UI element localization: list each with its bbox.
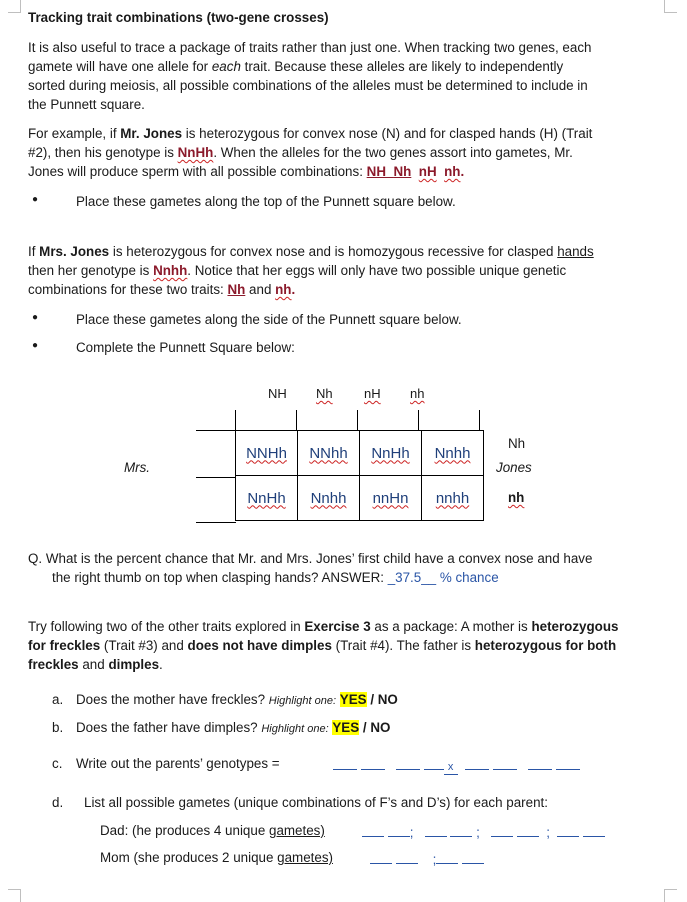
punnett-cell: NnHh <box>371 444 410 462</box>
example-line-1: For example, if Mr. Jones is heterozygous for convex nose (N) and for clasped hands (H) (Trait <box>28 126 593 141</box>
qa-d-label: d. <box>52 795 64 810</box>
grid-tick <box>357 410 358 430</box>
grid-line <box>196 430 236 431</box>
qa-a-text: Does the mother have freckles? Highlight one: YES / NO <box>76 692 398 707</box>
punnett-cell: nnhh <box>435 489 470 507</box>
punnett-cell: NNhh <box>309 444 348 462</box>
punnett-square <box>235 430 484 521</box>
bullet-dot-icon: ● <box>32 340 39 351</box>
cross-x: x <box>444 762 458 775</box>
mr-jones-genotype: NnHh <box>177 145 214 160</box>
punnett-cell: NNHh <box>246 444 287 462</box>
try-line-3: freckles and dimples. <box>28 657 163 672</box>
intro-line-1: It is also useful to trace a package of traits rather than just one. When tracking two genes, each <box>28 40 592 55</box>
qa-b-text: Does the father have dimples? Highlight one: YES / NO <box>76 720 391 735</box>
grid-line <box>196 477 236 478</box>
punnett-top-gamete: Nh <box>316 386 333 401</box>
qa-a-label: a. <box>52 692 64 707</box>
answer-value: _37.5__ <box>387 570 437 585</box>
corner-mark-bottom-right <box>664 889 677 902</box>
punnett-side-gamete: nh <box>508 490 525 505</box>
bullet-dot-icon: ● <box>32 194 39 205</box>
no-option[interactable]: NO <box>377 692 398 707</box>
grid-tick <box>235 410 236 430</box>
corner-mark-top-right <box>664 0 677 13</box>
try-line-2: for freckles (Trait #3) and does not have dimples (Trait #4). The father is heterozygous for both <box>28 638 617 653</box>
punnett-cell: nnHn <box>372 489 409 507</box>
corner-mark-bottom-left <box>8 889 21 902</box>
punnett-cell: NnHh <box>247 489 286 507</box>
punnett-cell: Nnhh <box>434 444 471 462</box>
qa-c-text: Write out the parents’ genotypes = <box>76 756 280 771</box>
bullet-complete-square: Complete the Punnett Square below: <box>76 340 295 355</box>
question-line-1: Q. What is the percent chance that Mr. and Mrs. Jones’ first child have a convex nose and have <box>28 551 593 566</box>
question-line-2: the right thumb on top when clasping hands? ANSWER: _37.5__ % chance <box>52 570 499 585</box>
genotype-blanks[interactable] <box>333 757 580 775</box>
punnett-cell: Nnhh <box>310 489 347 507</box>
qa-d-text: List all possible gametes (unique combinations of F’s and D’s) for each parent: <box>84 795 548 810</box>
qa-b-label: b. <box>52 720 64 735</box>
yes-option[interactable]: YES <box>339 692 367 707</box>
qa-c-label: c. <box>52 756 63 771</box>
yes-option[interactable]: YES <box>332 720 360 735</box>
grid-tick <box>479 410 480 430</box>
bullet-side-gametes: Place these gametes along the side of the Punnett square below. <box>76 312 462 327</box>
intro-line-2: gamete will have one allele for each trait. Because these alleles are likely to independently <box>28 59 564 74</box>
grid-line <box>196 522 236 523</box>
dad-gamete-blanks[interactable]: ; ; ; <box>362 824 605 840</box>
mom-gamete-blanks[interactable]: ; <box>370 851 484 867</box>
mrs-jones-genotype: Nnhh <box>153 263 188 278</box>
example-line-2: #2), then his genotype is NnHh. When the alleles for the two genes assort into gametes, Mr. <box>28 145 573 160</box>
mrs-line-3: combinations for these two traits: Nh and nh. <box>28 282 296 297</box>
mom-gametes-label: Mom (she produces 2 unique gametes) <box>100 850 333 865</box>
punnett-side-gamete: Nh <box>508 436 526 451</box>
corner-mark-top-left <box>8 0 21 13</box>
mrs-line-1: If Mrs. Jones is heterozygous for convex nose and is homozygous recessive for clasped hands <box>28 244 594 259</box>
punnett-left-label: Mrs. <box>124 460 151 475</box>
punnett-top-gamete: nh <box>410 386 425 401</box>
punnett-top-gamete: nH <box>364 386 381 401</box>
grid-tick <box>296 410 297 430</box>
intro-line-4: the Punnett square. <box>28 97 145 112</box>
grid-tick <box>418 410 419 430</box>
punnett-top-gamete: NH <box>268 386 287 401</box>
bullet-top-gametes: Place these gametes along the top of the Punnett square below. <box>76 194 456 209</box>
example-line-3: Jones will produce sperm with all possible combinations: NH Nh nH nh. <box>28 164 465 179</box>
no-option[interactable]: NO <box>370 720 391 735</box>
intro-line-3: sorted during meiosis, all possible combinations of the alleles must be determined to include in <box>28 78 588 93</box>
bullet-dot-icon: ● <box>32 312 39 323</box>
punnett-side-label: Jones <box>496 460 532 475</box>
dad-gametes-label: Dad: (he produces 4 unique gametes) <box>100 823 325 838</box>
mrs-line-2: then her genotype is Nnhh. Notice that her eggs will only have two possible unique genetic <box>28 263 567 278</box>
try-line-1: Try following two of the other traits explored in Exercise 3 as a package: A mother is heterozygous <box>28 619 619 634</box>
section-title: Tracking trait combinations (two-gene crosses) <box>28 10 329 25</box>
